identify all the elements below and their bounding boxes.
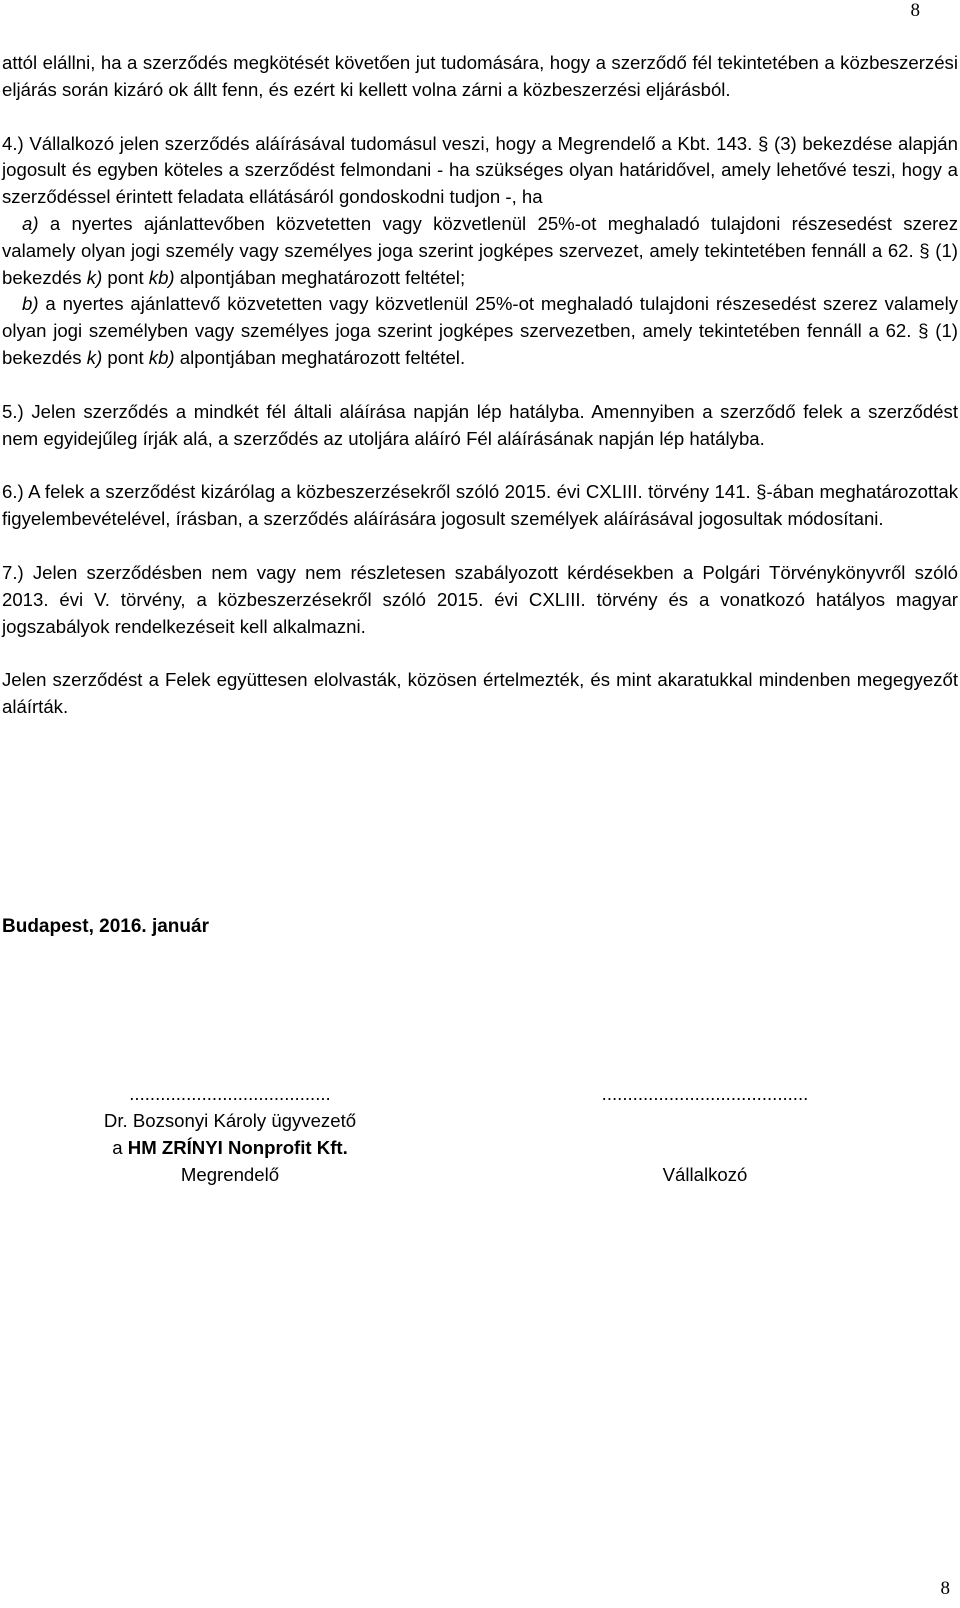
signature-line-left: ....................................... bbox=[129, 1083, 331, 1104]
point-b-mid: pont bbox=[102, 346, 149, 368]
signature-block-left bbox=[60, 1080, 400, 1188]
point-a-label: a) bbox=[22, 212, 39, 234]
point-b-label: b) bbox=[22, 293, 39, 315]
point-b-end: alpontjában meghatározott feltétel. bbox=[174, 346, 466, 368]
paragraph-6: 6.) A felek a szerződést kizárólag a közbeszerzésekről szóló 2015. évi CXLIII. törvény 141. §-ában meghatározottak figyelembevételével, írásban, a szerződés aláírására jogosult személyek aláírásával jogosultak módosítani. bbox=[2, 481, 958, 530]
point-b-kb: kb) bbox=[148, 346, 175, 368]
signature-line-right: ........................................ bbox=[601, 1083, 809, 1104]
point-a-text: a nyertes ajánlattevőben közvetetten vagy közvetlenül 25%-ot meghaladó tulajdoni részesedést szerez valamely olyan jogi személy vagy személyes joga szerint jogképes szervezet, amely tekintetében fennáll a 62. § (1) bekezdés bbox=[2, 212, 958, 288]
page-number-bottom: 8 bbox=[940, 1578, 950, 1599]
signature-block-right bbox=[570, 1080, 840, 1188]
paragraph-5: 5.) Jelen szerződés a mindkét fél általi aláírása napján lép hatályba. Amennyiben a szerződő felek a szerződést nem egyidejűleg írják alá, a szerződés az utoljára aláíró Fél aláírásának napján lép hatályba. bbox=[2, 400, 958, 449]
point-a-mid: pont bbox=[102, 266, 149, 288]
signatory-org bbox=[60, 1134, 400, 1161]
paragraph-7: 7.) Jelen szerződésben nem vagy nem részletesen szabályozott kérdésekben a Polgári Törvénykönyvről szóló 2013. évi V. törvény, a közbeszerzésekről szóló 2015. évi CXLIII. törvény és a vonatkozó hatályos magyar jogszabályok rendelkezéseit kell alkalmazni. bbox=[2, 561, 958, 637]
point-b-k: k) bbox=[86, 346, 103, 368]
paragraph-continuation: attól elállni, ha a szerződés megkötését követően jut tudomására, hogy a szerződő fél tekintetében a közbeszerzési eljárás során kizáró ok állt fenn, és ezért ki kellett volna zárni a közbeszerzési eljárásból. bbox=[2, 52, 958, 100]
paragraph-final: Jelen szerződést a Felek együttesen elolvasták, közösen értelmezték, és mint akaratukkal mindenben megegyezőt aláírták. bbox=[2, 669, 958, 718]
paragraph-4-point-a bbox=[2, 211, 958, 291]
page-number-top: 8 bbox=[910, 0, 920, 21]
signatory-role-right: Vállalkozó bbox=[662, 1164, 748, 1185]
signatory-name: Dr. Bozsonyi Károly ügyvezető bbox=[103, 1110, 357, 1131]
org-name: HM ZRÍNYI Nonprofit Kft. bbox=[127, 1137, 348, 1158]
point-a-kb: kb) bbox=[148, 266, 175, 288]
point-a-end: alpontjában meghatározott feltétel; bbox=[174, 266, 466, 288]
point-b-text: a nyertes ajánlattevő közvetetten vagy közvetlenül 25%-ot meghaladó tulajdoni részesedést szerez valamely olyan jogi személyben vagy személyes joga szerint jogképes szervezetben, amely tekintetében fennáll a 62. § (1) bekezdés bbox=[2, 293, 958, 368]
point-a-k: k) bbox=[86, 266, 103, 288]
paragraph-4-point-b bbox=[2, 291, 958, 371]
org-prefix: a bbox=[112, 1137, 128, 1158]
signatory-role-left: Megrendelő bbox=[180, 1164, 280, 1185]
place-and-date: Budapest, 2016. január bbox=[2, 916, 209, 937]
document-body bbox=[2, 50, 958, 721]
paragraph-4-intro: 4.) Vállalkozó jelen szerződés aláírásával tudomásul veszi, hogy a Megrendelő a Kbt. 143. § (3) bekezdése alapján jogosult és egyben köteles a szerződést felmondani - ha szükséges olyan határidővel, amely lehetővé teszi, hogy a szerződéssel érintett feladata ellátásáról gondoskodni tudjon -, ha bbox=[2, 132, 958, 208]
